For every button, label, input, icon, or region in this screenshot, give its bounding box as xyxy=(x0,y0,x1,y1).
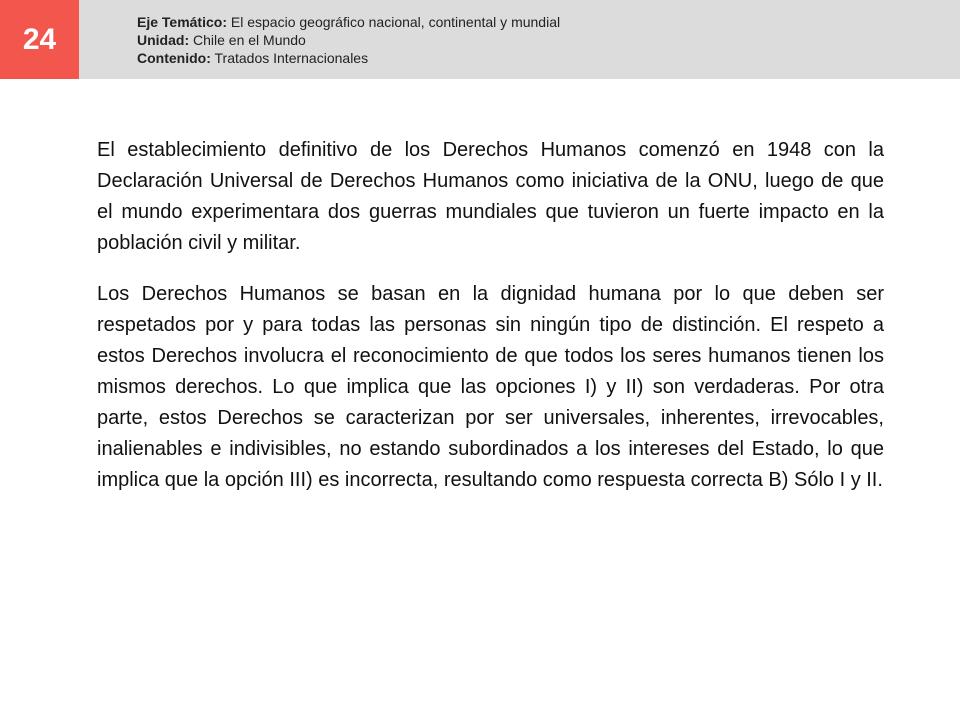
contenido-value: Tratados Internacionales xyxy=(214,50,369,66)
contenido-line xyxy=(137,49,560,67)
slide-header xyxy=(0,0,960,79)
body-paragraph-1: El establecimiento definitivo de los Derechos Humanos comenzó en 1948 con la Declaración Universal de Derechos Humanos como iniciativa de la ONU, luego de que el mundo experimentara dos guerras mundiales que tuvieron un fuerte impacto en la población civil y militar. xyxy=(97,139,884,254)
slide-number-badge: 24 xyxy=(0,0,79,79)
unidad-value: Chile en el Mundo xyxy=(193,32,306,48)
body-paragraph-2: Los Derechos Humanos se basan en la dignidad humana por lo que deben ser respetados por y para todas las personas sin ningún tipo de distinción. El respeto a estos Derechos involucra el reconocimiento de que todos los seres humanos tienen los mismos derechos. Lo que implica que las opciones I) y II) son verdaderas. Por otra parte, estos Derechos se caracterizan por ser universales, inherentes, irrevocables, inalienables e indivisibles, no estando subordinados a los intereses del Estado, lo que implica que la opción III) es incorrecta, resultando como respuesta correcta B) Sólo I y II. xyxy=(97,283,884,491)
unidad-line xyxy=(137,31,560,49)
contenido-label: Contenido: xyxy=(137,50,211,66)
topic-metadata xyxy=(137,13,560,67)
eje-tematico-value: El espacio geográfico nacional, continental y mundial xyxy=(230,14,561,30)
eje-tematico-label: Eje Temático: xyxy=(137,14,227,30)
slide-body xyxy=(97,135,884,516)
unidad-label: Unidad: xyxy=(137,32,190,48)
eje-tematico-line xyxy=(137,13,560,31)
